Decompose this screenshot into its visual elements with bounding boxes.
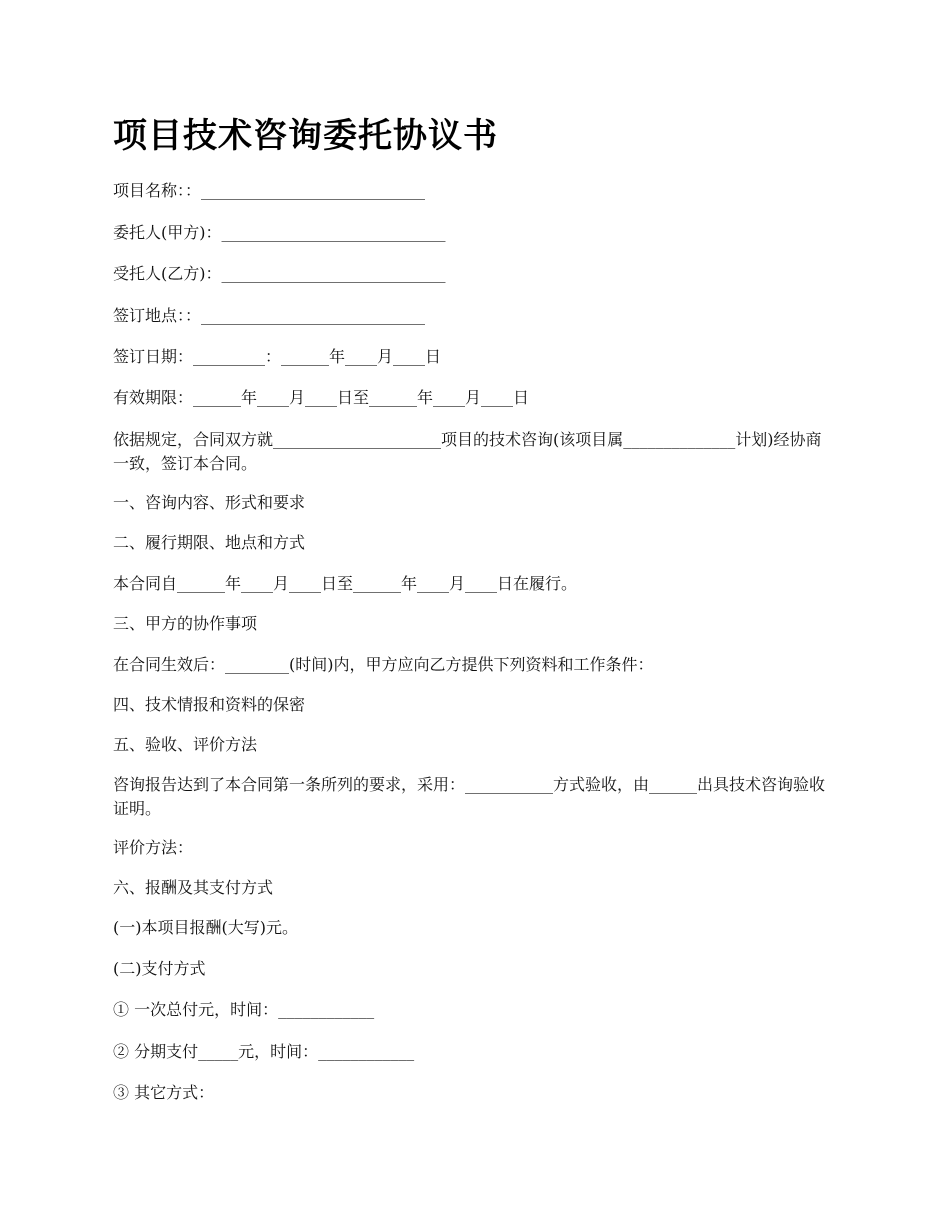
payment-option-1: ① 一次总付元，时间：____________ (113, 1000, 375, 1019)
section-heading-5: 五、验收、评价方法 (113, 735, 258, 754)
intro-paragraph: 依据规定，合同双方就_____________________项目的技术咨询(该项目属______________计划)经协商一致，签订本合同。 (113, 430, 822, 473)
signing-date-field: 签订日期：_________：______年____月____日 (113, 347, 442, 366)
section-heading-1: 一、咨询内容、形式和要求 (113, 493, 306, 512)
section-heading-6: 六、报酬及其支付方式 (113, 878, 274, 897)
section-5-text: 咨询报告达到了本合同第一条所列的要求，采用：___________方式验收，由______出具技术咨询验收证明。 (113, 775, 826, 818)
payment-option-3: ③ 其它方式： (113, 1083, 215, 1102)
fee-line: (一)本项目报酬(大写)元。 (113, 918, 298, 937)
consultant-field: 受托人(乙方)：____________________________ (113, 264, 446, 283)
payment-option-2: ② 分期支付_____元，时间：____________ (113, 1042, 415, 1061)
document-title: 项目技术咨询委托协议书 (113, 116, 498, 156)
validity-period-field: 有效期限：______年____月____日至______年____月____日 (113, 388, 530, 407)
section-2-text: 本合同自______年____月____日至______年____月____日在履行。 (113, 574, 578, 593)
section-heading-3: 三、甲方的协作事项 (113, 614, 258, 633)
client-field: 委托人(甲方)：____________________________ (113, 223, 446, 242)
evaluation-method: 评价方法： (113, 838, 194, 857)
section-heading-2: 二、履行期限、地点和方式 (113, 533, 306, 552)
signing-location-field: 签订地点：：____________________________ (113, 306, 426, 325)
payment-method-heading: (二)支付方式 (113, 959, 206, 978)
section-heading-4: 四、技术情报和资料的保密 (113, 695, 306, 714)
project-name-field: 项目名称：：____________________________ (113, 181, 426, 200)
section-3-text: 在合同生效后：________(时间)内，甲方应向乙方提供下列资料和工作条件： (113, 655, 654, 674)
